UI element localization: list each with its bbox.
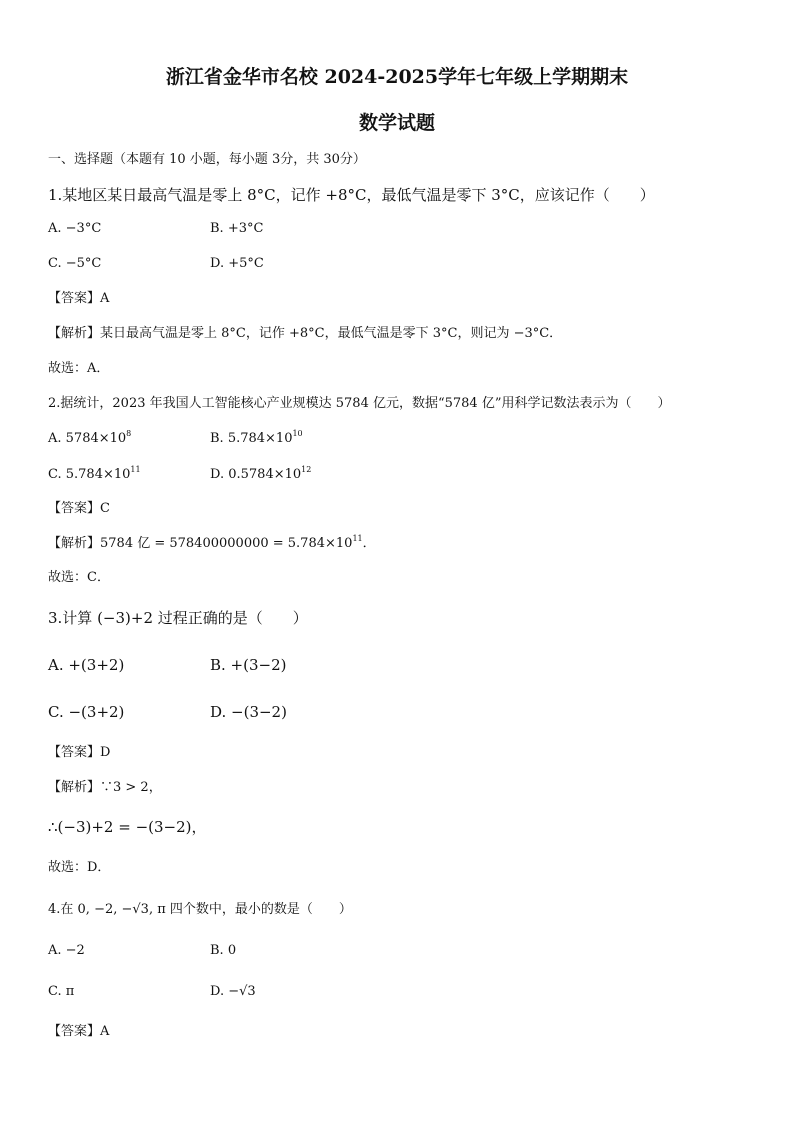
question-2-option-b [210,430,303,448]
question-2-analysis [48,535,376,553]
question-3-conclusion: 故选：D． [48,860,111,875]
question-4-answer: 【答案】A [48,1024,110,1039]
question-3-answer: 【答案】D [48,745,111,760]
question-3-option-c: C. −(3+2) [48,703,125,721]
option-exponent: 10 [292,429,303,438]
question-4-option-d: D. −√3 [210,984,256,999]
question-1-answer: 【答案】A [48,291,110,306]
question-4-option-b: B. 0 [210,943,237,958]
question-4-option-a: A. −2 [48,943,85,958]
question-3-option-d: D. −(3−2) [210,703,287,721]
question-1-option-b: B. +3°C [210,221,264,236]
question-2-answer: 【答案】C [48,501,110,516]
question-3-option-a: A. +(3+2) [48,656,125,674]
option-text: A. 5784×10 [48,431,127,446]
question-2-option-a [48,430,131,448]
document-title: 浙江省金华市名校 2024-2025学年七年级上学期期末 [165,66,629,88]
question-3-stem: 3.计算 (−3)+2 过程正确的是（ ） [48,609,308,627]
document-subtitle: 数学试题 [358,112,435,134]
question-2-option-c [48,466,141,484]
question-3-analysis: 【解析】∵3 > 2， [48,780,162,795]
option-text: B. 5.784×10 [210,431,293,446]
analysis-period: ． [362,536,376,551]
question-1-conclusion: 故选：A． [48,361,110,376]
question-1-stem: 1.某地区某日最高气温是零上 8°C，记作 +8°C，最低气温是零下 3°C，应该记作（ ） [48,186,655,204]
option-text: C. 5.784×10 [48,467,131,482]
option-exponent: 11 [130,465,141,474]
question-2-conclusion: 故选：C． [48,570,110,585]
question-1-option-c: C. −5°C [48,256,102,271]
question-4-option-c: C. π [48,984,75,999]
section-heading: 一、选择题（本题有 10 小题，每小题 3分，共 30分） [48,152,366,167]
question-1-analysis: 【解析】某日最高气温是零上 8°C，记作 +8°C，最低气温是零下 3°C，则记为 −3°C． [48,326,563,341]
analysis-text: 【解析】5784 亿 = 578400000000 = 5.784×10 [48,536,353,551]
question-2-stem: 2.据统计，2023 年我国人工智能核心产业规模达 5784 亿元，数据“5784 亿”用科学记数法表示为（ ） [48,396,671,411]
question-1-option-a: A. −3°C [48,221,102,236]
question-2-option-d [210,466,311,484]
question-3-derivation: ∴(−3)+2 = −(3−2)， [48,818,207,836]
question-3-option-b: B. +(3−2) [210,656,287,674]
analysis-exponent: 11 [352,534,363,543]
option-exponent: 8 [126,429,132,438]
option-text: D. 0.5784×10 [210,467,302,482]
option-exponent: 12 [301,465,312,474]
question-4-stem: 4.在 0, −2, −√3, π 四个数中，最小的数是（ ） [48,902,352,917]
question-1-option-d: D. +5°C [210,256,264,271]
